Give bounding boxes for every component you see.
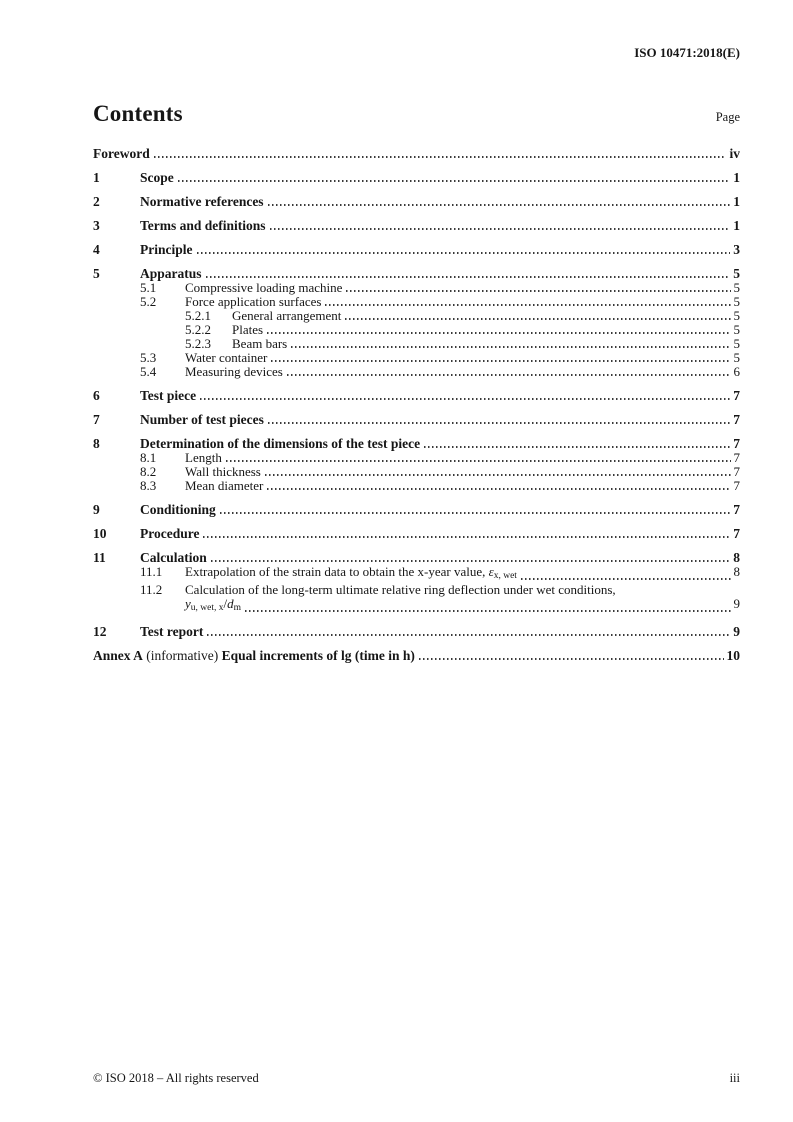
toc-entry-number: 7 (93, 412, 100, 427)
contents-section (93, 101, 740, 663)
toc-entry-number: 11.1 (140, 564, 163, 579)
toc-entry-number: 3 (93, 218, 100, 233)
toc-entry-number: 8 (93, 436, 100, 451)
dot-leader (206, 276, 731, 278)
toc-entry-number: 10 (93, 526, 107, 541)
dot-leader (197, 252, 731, 254)
toc-entry (93, 266, 740, 281)
toc-entry-number: 5.2.3 (185, 336, 211, 351)
toc-entry-title: Procedure (140, 526, 200, 541)
dot-leader (345, 318, 730, 320)
toc-entry (93, 351, 740, 365)
dot-leader (178, 180, 731, 182)
dot-leader (267, 332, 730, 334)
dot-leader (268, 422, 730, 424)
dot-leader (265, 474, 731, 476)
copyright-notice: © ISO 2018 – All rights reserved (93, 1071, 259, 1085)
toc-entry-page: 5 (733, 308, 740, 323)
dot-leader (207, 634, 730, 636)
toc-entry-title: Determination of the dimensions of the test piece (140, 436, 421, 451)
dot-leader (245, 610, 730, 612)
toc-entry-title: Conditioning (140, 502, 216, 517)
toc-entry (93, 436, 740, 451)
toc-entry-number: 9 (93, 502, 100, 517)
dot-leader (325, 304, 730, 306)
toc-entry-number: 8.1 (140, 450, 157, 465)
toc-entry (93, 583, 740, 597)
toc-entry (93, 337, 740, 351)
folio-page-number: iii (729, 1071, 740, 1085)
toc-entry (93, 465, 740, 479)
toc-entry-number: 11 (93, 550, 106, 565)
toc-entry-page: 3 (733, 242, 740, 257)
toc-entry-page: 5 (733, 322, 740, 337)
toc-entry-page: 1 (733, 194, 740, 209)
toc-entry-page: 7 (733, 526, 740, 541)
toc-entry-page: 7 (733, 478, 740, 493)
toc-entry-page: 7 (733, 436, 740, 451)
toc-entry-title: Plates (232, 322, 264, 337)
toc-entry-title: Foreword (93, 146, 150, 161)
toc-entry-page: 8 (733, 564, 740, 579)
toc-entry-title: Measuring devices (185, 364, 283, 379)
toc-entry-title: General arrangement (232, 308, 342, 323)
toc-entry-page: 1 (733, 218, 740, 233)
toc-entry (93, 502, 740, 517)
toc-entry-page: 9 (733, 596, 740, 611)
toc-entry-title: Compressive loading machine (185, 280, 343, 295)
dot-leader (291, 346, 730, 348)
dot-leader (424, 446, 730, 448)
dot-leader (211, 560, 730, 562)
toc-entry-number: 11.2 (140, 582, 163, 597)
page-footer (93, 1071, 740, 1086)
dot-leader (521, 578, 731, 580)
toc-entry (93, 242, 740, 257)
toc-entry-page: iv (729, 146, 740, 161)
dot-leader (268, 204, 731, 206)
toc-entry-page: 7 (733, 502, 740, 517)
toc-entry (93, 323, 740, 337)
toc-list (93, 146, 740, 663)
toc-entry-title: Principle (140, 242, 193, 257)
dot-leader (203, 536, 730, 538)
toc-entry-page: 8 (733, 550, 740, 565)
toc-entry (93, 624, 740, 639)
toc-entry-title: Normative references (140, 194, 264, 209)
dot-leader (419, 658, 724, 660)
toc-entry (93, 565, 740, 583)
toc-entry-page: 5 (733, 336, 740, 351)
toc-entry-page: 5 (733, 294, 740, 309)
toc-entry (93, 526, 740, 541)
toc-entry (93, 550, 740, 565)
contents-header (93, 101, 740, 127)
toc-entry-page: 9 (733, 624, 740, 639)
toc-entry-title: Extrapolation of the strain data to obtain the x-year value, εx, wet (185, 564, 517, 581)
toc-entry-title: Number of test pieces (140, 412, 264, 427)
toc-entry-number: 5.1 (140, 280, 157, 295)
toc-entry-number: 6 (93, 388, 100, 403)
toc-entry-title: Calculation of the long-term ultimate relative ring deflection under wet conditions, (185, 582, 616, 597)
toc-entry-page: 6 (733, 364, 740, 379)
toc-entry-number: 5.2 (140, 294, 157, 309)
page-column-label: Page (715, 110, 740, 124)
toc-entry (93, 451, 740, 465)
toc-entry-title: Water container (185, 350, 268, 365)
toc-entry-title: Test report (140, 624, 204, 639)
toc-entry-page: 10 (726, 648, 740, 663)
dot-leader (346, 290, 730, 292)
toc-entry-title: Mean diameter (185, 478, 264, 493)
toc-entry-title: Apparatus (140, 266, 202, 281)
toc-entry-page: 7 (733, 450, 740, 465)
toc-entry-continuation (93, 597, 740, 615)
toc-entry-page: 7 (733, 388, 740, 403)
toc-entry-number: 12 (93, 624, 107, 639)
toc-entry-page: 5 (733, 266, 740, 281)
toc-entry-number: 4 (93, 242, 100, 257)
toc-entry-number: 5.2.1 (185, 308, 211, 323)
dot-leader (154, 156, 727, 158)
toc-entry-title: Length (185, 450, 222, 465)
toc-entry-number: 1 (93, 170, 100, 185)
toc-entry (93, 365, 740, 379)
toc-entry (93, 146, 740, 161)
toc-entry-number: 5.3 (140, 350, 157, 365)
toc-entry (93, 648, 740, 663)
toc-entry-number: 8.3 (140, 478, 157, 493)
toc-entry-number: 8.2 (140, 464, 157, 479)
toc-entry-number: 5.2.2 (185, 322, 211, 337)
toc-entry-title: Terms and definitions (140, 218, 266, 233)
toc-entry-title: Wall thickness (185, 464, 261, 479)
dot-leader (270, 228, 731, 230)
toc-entry (93, 309, 740, 323)
toc-entry-title: Calculation (140, 550, 207, 565)
toc-entry-page: 7 (733, 412, 740, 427)
toc-entry-page: 5 (733, 350, 740, 365)
toc-entry-number: 2 (93, 194, 100, 209)
toc-entry-title: Scope (140, 170, 174, 185)
toc-entry (93, 194, 740, 209)
toc-entry (93, 412, 740, 427)
toc-entry-page: 7 (733, 464, 740, 479)
toc-entry (93, 281, 740, 295)
contents-title: Contents (93, 101, 183, 126)
dot-leader (287, 374, 731, 376)
toc-entry (93, 170, 740, 185)
toc-entry-number: 5.4 (140, 364, 157, 379)
toc-entry-page: 5 (733, 280, 740, 295)
toc-entry (93, 295, 740, 309)
toc-entry-title: Test piece (140, 388, 197, 403)
dot-leader (271, 360, 730, 362)
dot-leader (267, 488, 730, 490)
document-reference: ISO 10471:2018(E) (634, 45, 740, 60)
toc-entry-title: Beam bars (232, 336, 288, 351)
toc-entry (93, 218, 740, 233)
dot-leader (226, 460, 731, 462)
toc-entry-title: Annex A (informative) Equal increments of lg (time in h) (93, 648, 415, 663)
toc-entry (93, 479, 740, 493)
toc-entry-number: 5 (93, 266, 100, 281)
toc-entry-title: Force application surfaces (185, 294, 322, 309)
toc-entry (93, 388, 740, 403)
dot-leader (200, 398, 730, 400)
dot-leader (220, 512, 730, 514)
toc-entry-title: yu, wet, x/dm (185, 596, 242, 613)
toc-entry-page: 1 (733, 170, 740, 185)
